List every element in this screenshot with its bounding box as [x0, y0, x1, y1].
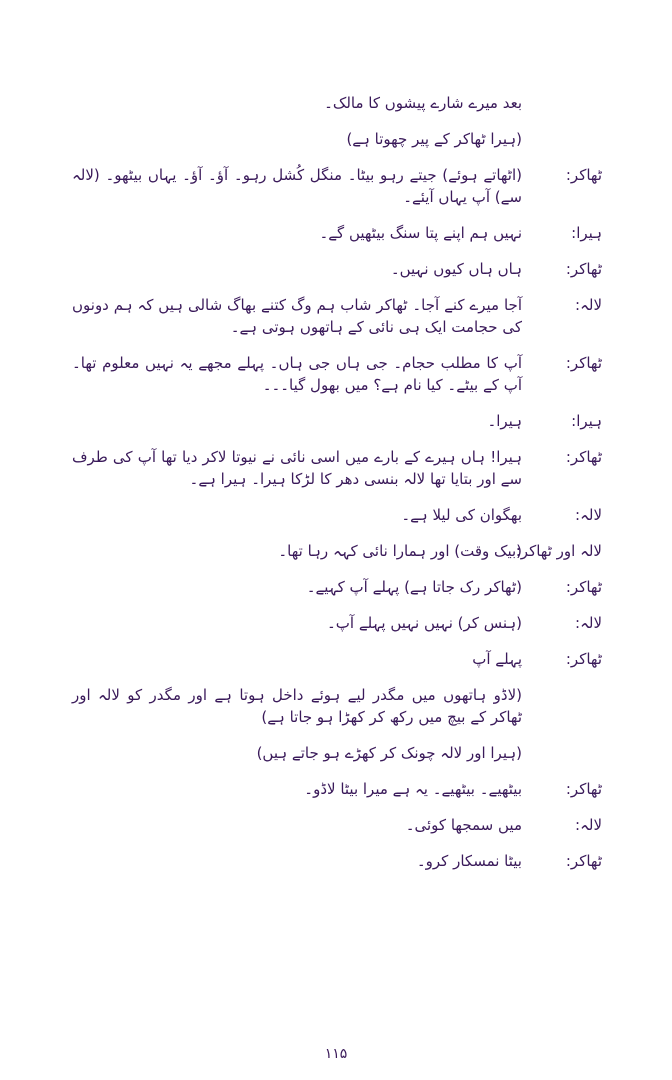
stage-direction [72, 684, 602, 728]
dialogue-line [72, 410, 602, 432]
page-number: ۱۱۵ [324, 1046, 348, 1062]
dialogue-line [72, 352, 602, 396]
dialogue-block [72, 92, 602, 886]
speaker-name: ٹھاکر: [565, 780, 602, 798]
speaker-name: لالہ اور ٹھاکر: [515, 542, 602, 560]
line-text: بیٹا نمسکار کرو۔ [416, 852, 522, 870]
line-text: (ہنس کر) نہیں نہیں پہلے آپ۔ [326, 614, 522, 632]
dialogue-line [72, 294, 602, 338]
line-text: آپ کا مطلب حجام۔ جی ہاں جی ہاں۔ پہلے مجھے یہ نہیں معلوم تھا۔ آپ کے بیٹے۔ کیا نام ہے؟ میں بھول گیا۔۔۔ [72, 354, 522, 394]
dialogue-line [72, 850, 602, 872]
stage-direction [72, 128, 602, 150]
dialogue-line [72, 778, 602, 800]
speaker-name: ہیرا: [571, 224, 602, 242]
line-text: ہیرا۔ [487, 412, 522, 430]
line-text: ہاں ہاں کیوں نہیں۔ [390, 260, 522, 278]
line-text: بیٹھیے۔ بیٹھیے۔ یہ ہے میرا بیٹا لاڈو۔ [304, 780, 522, 798]
line-text: بعد میرے شارے پیشوں کا مالک۔ [324, 94, 522, 112]
dialogue-line [72, 540, 602, 562]
speaker-name: ہیرا: [571, 412, 602, 430]
line-text: (ہیرا اور لالہ چونک کر کھڑے ہو جاتے ہیں) [256, 744, 522, 762]
speaker-name: ٹھاکر: [565, 578, 602, 596]
line-text: (لاڈو ہاتھوں میں مگدر لیے ہوئے داخل ہوتا ہے اور مگدر کو لالہ اور ٹھاکر کے بیچ میں رکھ کر کھڑا ہو جاتا ہے) [72, 686, 522, 726]
dialogue-line [72, 648, 602, 670]
dialogue-line [72, 164, 602, 208]
stage-direction [72, 92, 602, 114]
dialogue-line [72, 504, 602, 526]
line-text: (بیک وقت) اور ہمارا نائی کہہ رہا تھا۔ [278, 542, 522, 560]
stage-direction [72, 742, 602, 764]
speaker-name: ٹھاکر: [565, 852, 602, 870]
speaker-name: ٹھاکر: [565, 650, 602, 668]
dialogue-line [72, 612, 602, 634]
line-text: (اٹھاتے ہوئے) جیتے رہو بیٹا۔ منگل کُشل رہو۔ آؤ۔ آؤ۔ یہاں بیٹھو۔ (لالہ سے) آپ یہاں آیئے۔ [72, 166, 522, 206]
line-text: (ٹھاکر رک جاتا ہے) پہلے آپ کہیے۔ [306, 578, 522, 596]
speaker-name: لالہ: [575, 506, 602, 524]
dialogue-line [72, 222, 602, 244]
dialogue-line [72, 576, 602, 598]
line-text: ہیرا! ہاں ہیرے کے بارے میں اسی نائی نے نیوتا لاکر دیا تھا آپ کی طرف سے اور بتایا تھا لالہ بنسی دھر کا لڑکا ہیرا۔ ہیرا ہے۔ [72, 448, 522, 488]
speaker-name: لالہ: [575, 296, 602, 314]
line-text: میں سمجھا کوئی۔ [405, 816, 522, 834]
speaker-name: ٹھاکر: [565, 260, 602, 278]
line-text: نہیں ہم اپنے پتا سنگ بیٹھیں گے۔ [319, 224, 522, 242]
speaker-name: لالہ: [575, 816, 602, 834]
line-text: (ہیرا ٹھاکر کے پیر چھوتا ہے) [346, 130, 522, 148]
speaker-name: ٹھاکر: [565, 354, 602, 372]
dialogue-line [72, 258, 602, 280]
line-text: بھگوان کی لیلا ہے۔ [401, 506, 522, 524]
dialogue-line [72, 446, 602, 490]
line-text: آجا میرے کنے آجا۔ ٹھاکر شاب ہم وگ کتنے بھاگ شالی ہیں کہ ہم دونوں کی حجامت ایک ہی نائی کے ہاتھوں ہوتی ہے۔ [72, 296, 522, 336]
speaker-name: لالہ: [575, 614, 602, 632]
line-text: پہلے آپ [472, 650, 522, 668]
dialogue-line [72, 814, 602, 836]
speaker-name: ٹھاکر: [565, 448, 602, 466]
speaker-name: ٹھاکر: [565, 166, 602, 184]
